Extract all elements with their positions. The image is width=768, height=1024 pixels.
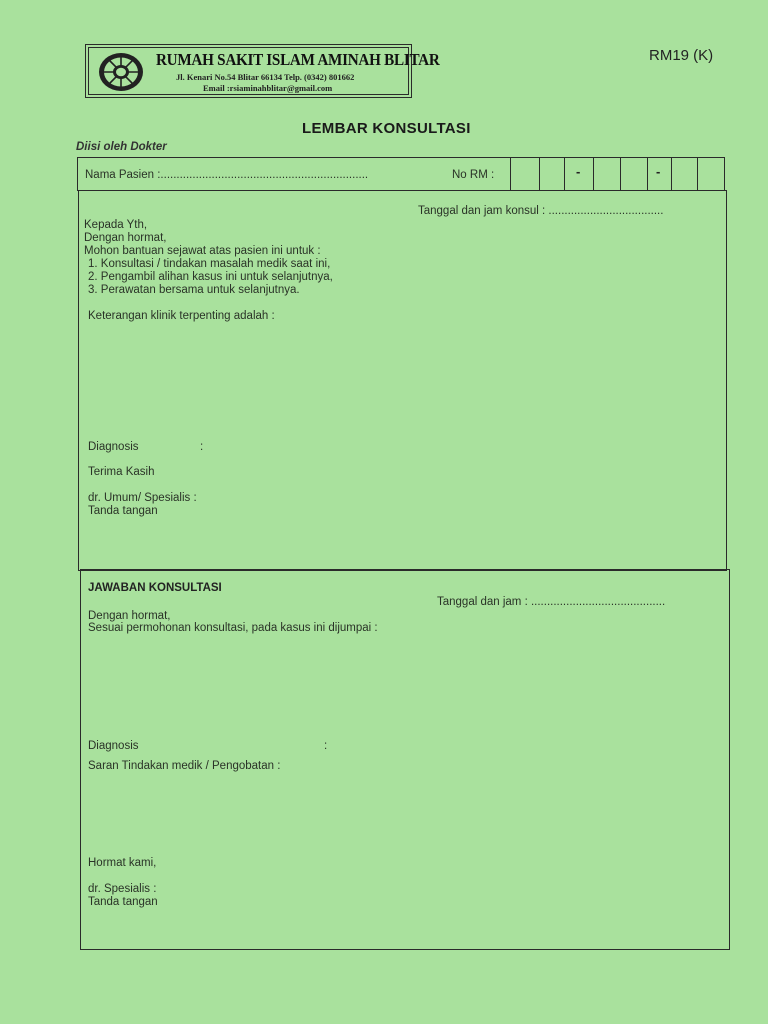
rm-number-label: No RM :: [452, 169, 495, 181]
closing-text: Hormat kami,: [88, 857, 157, 869]
hospital-logo-icon: [98, 52, 144, 92]
answer-diagnosis-colon: :: [324, 740, 328, 752]
filled-by-note: Diisi oleh Dokter: [76, 141, 167, 153]
rm-digit-box[interactable]: [593, 158, 594, 190]
advice-label: Saran Tindakan medik / Pengobatan :: [88, 760, 281, 772]
option-3: 3. Perawatan bersama untuk selanjutnya.: [88, 284, 300, 296]
diagnosis-colon: :: [200, 441, 204, 453]
answer-diagnosis-label: Diagnosis: [88, 740, 139, 752]
answer-date-field[interactable]: Tanggal dan jam : ..........................................: [437, 596, 666, 608]
document-title: LEMBAR KONSULTASI: [302, 120, 471, 137]
rm-digit-box[interactable]: [539, 158, 540, 190]
greeting: Dengan hormat,: [84, 232, 167, 244]
rm-digit-box[interactable]: [564, 158, 565, 190]
rm-digit-box[interactable]: [647, 158, 648, 190]
rm-separator: -: [576, 164, 581, 179]
answer-intro: Sesuai permohonan konsultasi, pada kasus ini dijumpai :: [88, 622, 378, 634]
signature-label: Tanda tangan: [88, 505, 158, 517]
answer-signature-label: Tanda tangan: [88, 896, 158, 908]
answer-greeting: Dengan hormat,: [88, 610, 171, 622]
specialist-label: dr. Spesialis :: [88, 883, 157, 895]
clinical-note-label: Keterangan klinik terpenting adalah :: [88, 310, 275, 322]
form-code: RM19 (K): [649, 47, 714, 64]
option-2: 2. Pengambil alihan kasus ini untuk selanjutnya,: [88, 271, 333, 283]
rm-digit-box[interactable]: [697, 158, 698, 190]
hospital-name: RUMAH SAKIT ISLAM AMINAH BLITAR: [156, 50, 440, 69]
patient-name-field[interactable]: Nama Pasien :.................................................................: [85, 169, 369, 181]
diagnosis-label: Diagnosis: [88, 441, 139, 453]
rm-digit-box[interactable]: [510, 158, 511, 190]
option-1: 1. Konsultasi / tindakan masalah medik saat ini,: [88, 258, 331, 270]
thanks-text: Terima Kasih: [88, 466, 155, 478]
hospital-email: Email :rsiaminahblitar@gmail.com: [203, 83, 333, 93]
rm-separator: -: [656, 164, 661, 179]
rm-digit-box[interactable]: [671, 158, 672, 190]
hospital-address: Jl. Kenari No.54 Blitar 66134 Telp. (0342) 801662: [176, 72, 355, 82]
addressee: Kepada Yth,: [84, 219, 148, 231]
request-text: Mohon bantuan sejawat atas pasien ini untuk :: [84, 245, 321, 257]
doctor-label: dr. Umum/ Spesialis :: [88, 492, 197, 504]
consult-date-field[interactable]: Tanggal dan jam konsul : ....................................: [418, 205, 664, 217]
rm-digit-box[interactable]: [620, 158, 621, 190]
answer-title: JAWABAN KONSULTASI: [88, 582, 222, 594]
